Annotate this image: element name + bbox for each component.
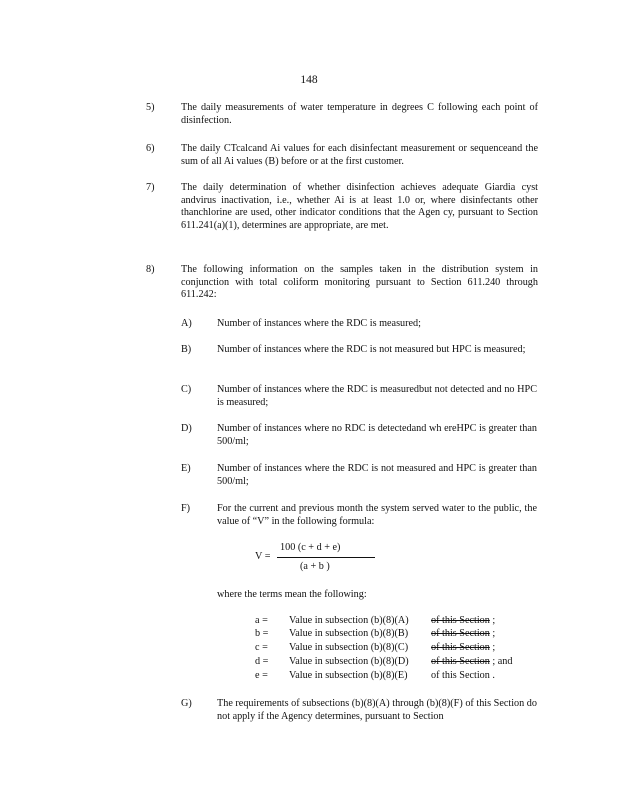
subitem-text: Number of instances where no RDC is detectedand wh ereHPC is greater than 500/ml; [217,423,537,447]
subitem-number: C) [181,384,192,395]
formula-numerator: 100 (c + d + e) [280,542,341,553]
subitem-text: Number of instances where the RDC is not measured and HPC is greater than 500/ml; [217,463,537,487]
term-def: Value in subsection (b)(8)(A) [289,615,409,626]
subitem-number: G) [181,698,192,709]
item-number: 6) [146,143,155,154]
term-row [255,670,495,683]
struck-text: of this Section [431,656,490,667]
subitem-number: A) [181,318,192,329]
formula-denominator: (a + b ) [300,561,330,572]
item-number: 7) [146,182,155,193]
term-tail: ; [492,615,496,626]
term-tail: ; [492,628,496,639]
struck-text: of this Section [431,615,490,626]
v-formula [255,540,375,576]
term-def: Value in subsection (b)(8)(E) [289,670,408,681]
subitem-number: B) [181,344,192,355]
term-key: a = [255,615,268,626]
page-number: 148 [300,74,318,86]
item-text: The daily CTcalcand Ai values for each disinfectant measurement or sequenceand the sum of all Ai values (B) before or at the first customer. [181,143,538,167]
term-key: b = [255,628,269,639]
subitem-number: F) [181,503,191,514]
struck-text: of this Section [431,642,490,653]
subitem-text: Number of instances where the RDC is measured; [217,318,421,329]
term-def: Value in subsection (b)(8)(C) [289,642,409,653]
term-key: e = [255,670,268,681]
subitem-text: For the current and previous month the system served water to the public, the value of “V” in the following formula: [217,503,537,527]
term-row [255,615,495,628]
fraction-bar [277,557,375,558]
term-tail: of this Section . [431,670,495,681]
subitem-text: Number of instances where the RDC is measuredbut not detected and no HPC is measured; [217,384,537,408]
term-row [255,628,495,641]
term-tail: ; [492,642,496,653]
term-key: d = [255,656,269,667]
item-text: The daily measurements of water temperature in degrees C following each point of disinfection. [181,102,538,126]
term-row [255,642,495,655]
item-text: The daily determination of whether disinfection achieves adequate Giardia cyst andvirus inactivation, i.e., whether Ai is at least 1.0 or, where disinfectants other thanchlorine are used, other indicator conditions that the Agen cy, pursuant to Section 611.241(a)(1), determines are appropriate, are met. [181,182,538,231]
formula-lhs: V = [255,551,271,562]
item-number: 5) [146,102,155,113]
term-row [255,656,513,669]
term-key: c = [255,642,268,653]
item-number: 8) [146,264,155,275]
struck-text: of this Section [431,628,490,639]
term-def: Value in subsection (b)(8)(B) [289,628,409,639]
subitem-text: The requirements of subsections (b)(8)(A) through (b)(8)(F) of this Section do not apply if the Agency determines, pursuant to Section [217,698,537,722]
item-text: The following information on the samples taken in the distribution system in conjunction with total coliform monitoring pursuant to Section 611.240 through 611.242: [181,264,538,301]
where-text: where the terms mean the following: [217,589,367,600]
subitem-text: Number of instances where the RDC is not measured but HPC is measured; [217,344,526,355]
term-tail: ; and [492,656,513,667]
subitem-number: D) [181,423,192,434]
subitem-number: E) [181,463,191,474]
term-def: Value in subsection (b)(8)(D) [289,656,409,667]
